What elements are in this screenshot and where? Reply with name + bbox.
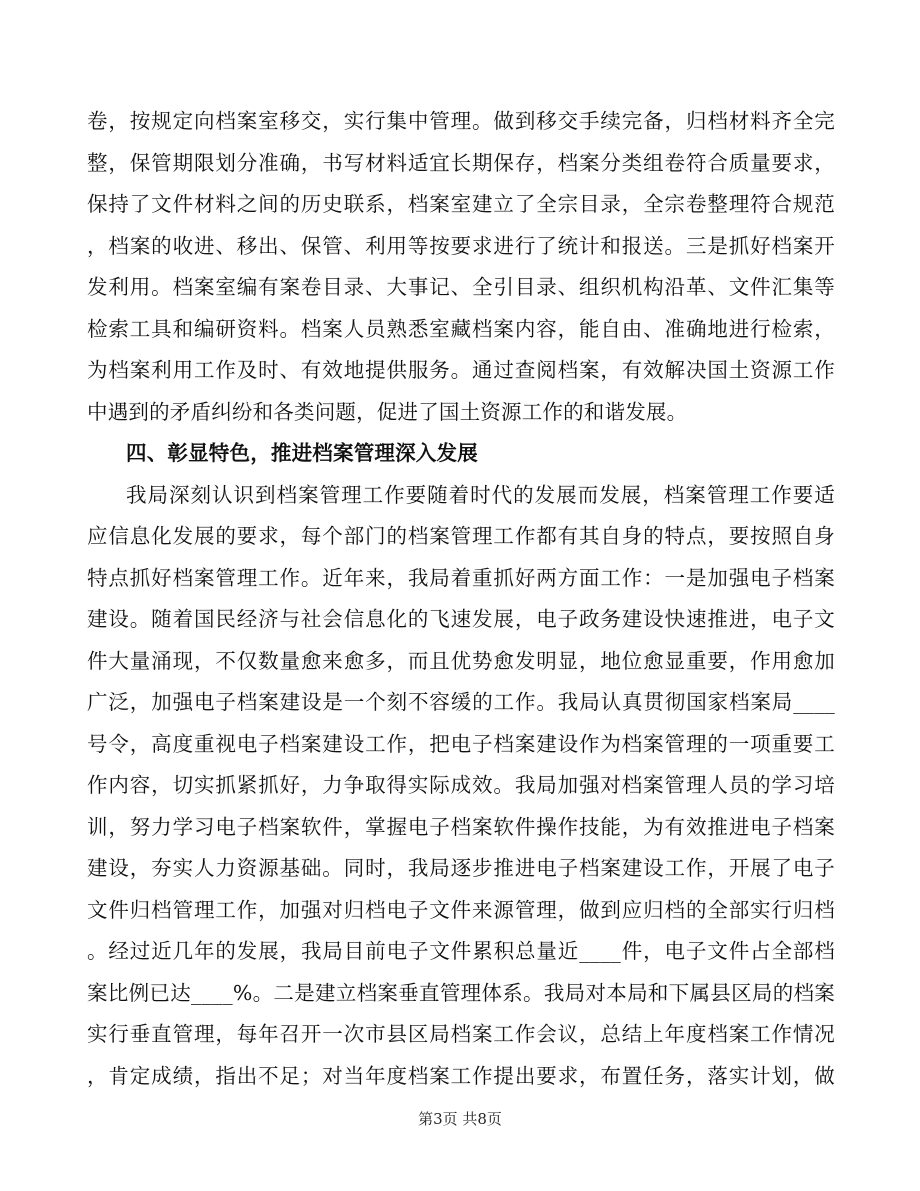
text-line: 案比例已达____%。二是建立档案垂直管理体系。我局对本局和下属县区局的档案: [87, 980, 835, 1005]
text-line: 号令，高度重视电子档案建设工作，把电子档案建设作为档案管理的一项重要工: [87, 731, 835, 756]
text-line: ，肯定成绩，指出不足；对当年度档案工作提出要求，布置任务，落实计划，做: [87, 1063, 835, 1088]
text-line: 卷，按规定向档案室移交，实行集中管理。做到移交手续完备，归档材料齐全完: [87, 109, 835, 133]
text-line: 件大量涌现，不仅数量愈来愈多，而且优势愈发明显，地位愈显重要，作用愈加: [87, 648, 835, 673]
document-body: [87, 101, 835, 1097]
text-line: 应信息化发展的要求，每个部门的档案管理工作都有其自身的特点，要按照自身: [87, 524, 835, 548]
text-line: 检索工具和编研资料。档案人员熟悉室藏档案内容，能自由、准确地进行检索，: [87, 316, 835, 341]
text-line: ，档案的收进、移出、保管、利用等按要求进行了统计和报送。三是抓好档案开: [87, 233, 835, 258]
text-line: 文件归档管理工作，加强对归档电子文件来源管理，做到应归档的全部实行归档: [87, 897, 835, 922]
text-line: 广泛，加强电子档案建设是一个刻不容缓的工作。我局认真贯彻国家档案局____: [87, 690, 835, 714]
text-line: 保持了文件材料之间的历史联系，档案室建立了全宗目录，全宗卷整理符合规范: [87, 192, 835, 216]
text-line: 建设，夯实人力资源基础。同时，我局逐步推进电子档案建设工作，开展了电子: [87, 856, 835, 880]
text-line: 中遇到的矛盾纠纷和各类问题，促进了国土资源工作的和谐发展。: [87, 399, 688, 424]
text-line: 为档案利用工作及时、有效地提供服务。通过查阅档案，有效解决国土资源工作: [87, 358, 835, 382]
text-line: 作内容，切实抓紧抓好，力争取得实际成效。我局加强对档案管理人员的学习培: [87, 773, 835, 797]
text-line: 整，保管期限划分准确，书写材料适宜长期保存，档案分类组卷符合质量要求，: [87, 150, 835, 175]
section-heading: 四、彰显特色，推进档案管理深入发展: [126, 441, 478, 465]
page-footer: 第3页 共8页: [418, 1110, 502, 1128]
text-line: 建设。随着国民经济与社会信息化的飞速发展，电子政务建设快速推进，电子文: [87, 607, 835, 631]
text-line: 。经过近几年的发展，我局目前电子文件累积总量近____件，电子文件占全部档: [87, 939, 835, 963]
text-line: 实行垂直管理，每年召开一次市县区局档案工作会议，总结上年度档案工作情况: [87, 1022, 835, 1046]
text-line: 训，努力学习电子档案软件，掌握电子档案软件操作技能，为有效推进电子档案: [87, 814, 835, 839]
text-line: 特点抓好档案管理工作。近年来，我局着重抓好两方面工作：一是加强电子档案: [87, 565, 835, 590]
text-line: 我局深刻认识到档案管理工作要随着时代的发展而发展，档案管理工作要适: [126, 482, 835, 507]
text-line: 发利用。档案室编有案卷目录、大事记、全引目录、组织机构沿革、文件汇集等: [87, 275, 835, 299]
